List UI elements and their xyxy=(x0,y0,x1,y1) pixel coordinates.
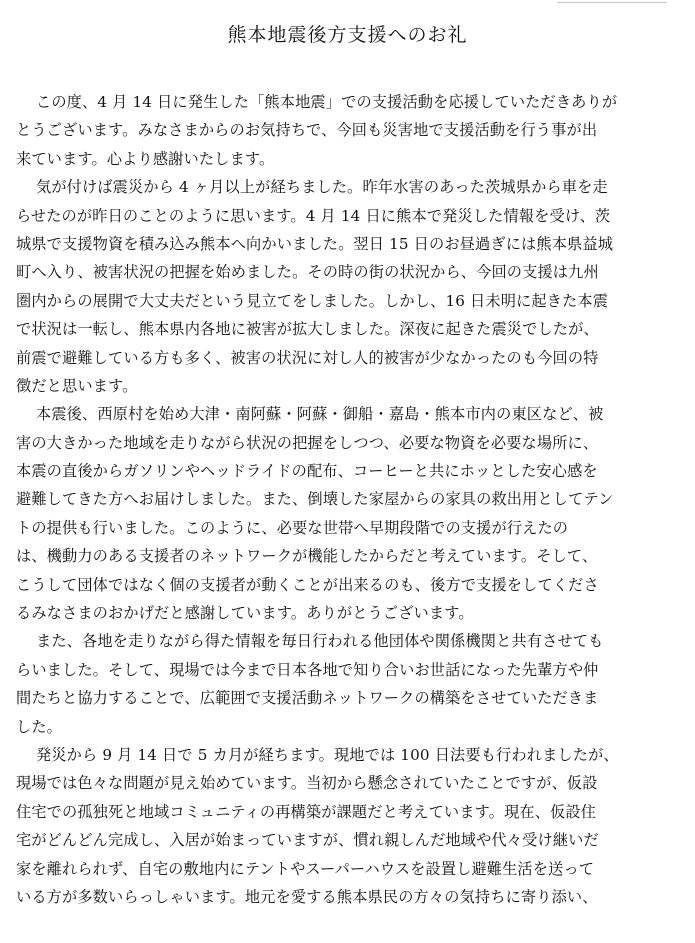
body-line: 町へ入り、被害状況の把握を始めました。その時の街の状況から、今回の支援は九州 xyxy=(16,263,599,282)
body-line: とうございます。みなさまからのお気持ちで、今回も災害地で支援活動を行う事が出 xyxy=(16,121,598,140)
body-line: 城県で支援物資を積み込み熊本へ向かいました。翌日 15 日のお昼過ぎには熊本県益城 xyxy=(16,234,614,253)
body-line: 発災から 9 月 14 日で 5 カ月が経ちます。現地では 100 日法要も行われましたが、 xyxy=(36,745,619,764)
body-line: こうして団体ではなく個の支援者が動くことが出来るのも、後方で支援をしてくださ xyxy=(16,575,599,594)
body-line: 現場では色々な問題が見え始めています。当初から懸念されていたことですが、仮設 xyxy=(16,774,598,793)
body-line: 住宅での孤独死と地域コミュニティの再構築が課題だと考えています。現在、仮設住 xyxy=(16,802,597,821)
body-line: この度、4 月 14 日に発生した「熊本地震」での支援活動を応援していただきありが xyxy=(36,93,618,111)
body-line: 来ています。心より感謝いたします。 xyxy=(16,149,275,168)
body-line: は、機動力のある支援者のネットワークが機能したからだと考えています。そして、 xyxy=(16,547,598,566)
body-line: 前震で避難している方も多く、被害の状況に対し人的被害が少なかったのも今回の特 xyxy=(16,348,599,367)
body-line: らいました。そして、現場では今まで日本各地で知り合いお世話になった先輩方や仲 xyxy=(16,660,599,679)
body-line: 圏内からの展開で大丈夫だという見立てをしました。しかし、16 日未明に起きた本震 xyxy=(16,291,609,310)
page-top-edge-mark xyxy=(557,0,667,3)
body-line: るみなさまのおかげだと感謝しています。ありがとうございます。 xyxy=(16,604,474,623)
body-line: トの提供も行いました。このように、必要な世帯へ早期段階での支援が行えたの xyxy=(16,518,569,537)
body-line: 徴だと思います。 xyxy=(16,376,138,395)
body-line: 間たちと協力することで、広範囲で支援活動ネットワークの構築をさせていただきま xyxy=(16,689,599,708)
body-line: 避難してきた方へお届けしました。また、倒壊した家屋からの家具の救出用としてテン xyxy=(16,490,614,509)
body-line: 本震の直後からガソリンやヘッドライドの配布、コーヒーと共にホッとした安心感を xyxy=(16,462,598,481)
body-line: いる方が多数いらっしゃいます。地元を愛する熊本県民の方々の気持ちに寄り添い、 xyxy=(16,887,598,906)
body-line: らせたのが昨日のことのように思います。4 月 14 日に熊本で発災した情報を受け、茨 xyxy=(16,206,611,225)
body-line: で状況は一転し、熊本県内各地に被害が拡大しました。深夜に起きた震災でしたが、 xyxy=(16,320,599,339)
body-line: 気が付けば震災から 4 ヶ月以上が経ちました。昨年水害のあった茨城県から車を走 xyxy=(36,178,608,197)
body-line: 害の大きかった地域を走りながら状況の把握をしつつ、必要な物資を必要な場所に、 xyxy=(16,433,599,452)
body-line: 宅がどんどん完成し、入居が始まっていますが、慣れ親しんだ地域や代々受け継いだ xyxy=(16,831,599,850)
document-body xyxy=(16,88,666,911)
body-line: した。 xyxy=(16,717,63,736)
document-title: 熊本地震後方支援へのお礼 xyxy=(227,24,468,46)
body-line: 本震後、西原村を始め大津・南阿蘇・阿蘇・御船・嘉島・熊本市内の東区など、被 xyxy=(36,405,604,424)
body-line: 家を離れられず、自宅の敷地内にテントやスーパーハウスを設置し避難生活を送って xyxy=(16,859,595,878)
body-line: また、各地を走りながら得た情報を毎日行われる他団体や関係機関と共有させても xyxy=(36,632,604,651)
